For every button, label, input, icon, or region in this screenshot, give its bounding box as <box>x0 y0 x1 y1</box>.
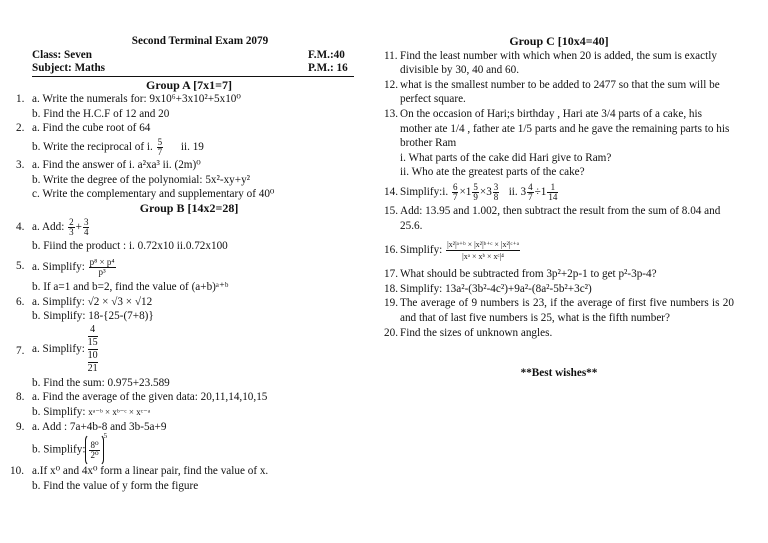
question-number: 16. <box>384 244 398 257</box>
question-16-text: Simplify: <box>400 244 443 257</box>
question-number: 18. <box>384 282 398 295</box>
denominator: 9 <box>473 191 478 202</box>
question-6 <box>10 295 368 324</box>
exponent: 5 <box>103 431 108 440</box>
meta-row-2 <box>32 62 350 75</box>
question-2b-part-ii: ii. 19 <box>180 140 204 153</box>
question-3 <box>10 158 368 202</box>
plus-sign: + <box>75 221 82 234</box>
denominator: p³ <box>98 266 106 277</box>
question-7 <box>10 324 368 391</box>
denominator: 7 <box>528 191 533 202</box>
fraction <box>452 183 459 202</box>
question-13 <box>384 107 734 180</box>
numerator: 8⁰ <box>90 440 99 451</box>
parenthesis <box>85 434 103 466</box>
question-14-text: Simplify:i. <box>400 185 449 198</box>
question-13-text: On the occasion of Hari;s birthday , Hari ate 3/4 parts of a cake, his mother ate 1/4 , father ate 1/5 parts and he gave the remaining parts to his brother Ram <box>400 107 730 150</box>
group-b-heading: Group B [14x2=28] <box>139 200 239 215</box>
question-number: 5. <box>16 259 25 272</box>
numerator: 1 <box>547 183 558 193</box>
question-number: 17. <box>384 268 398 281</box>
question-8 <box>10 390 368 419</box>
fraction <box>157 138 164 157</box>
question-4a <box>32 215 368 239</box>
question-20-text: Find the sizes of unknown angles. <box>400 326 553 339</box>
question-14: 14. Simplify:i. $\frac{6}{7}$ ×1 $\frac{5}{9}$ ×3 $\frac{3}{8}$ ii. 3 $\frac{4}{7}$ ÷1 $\frac{1}{14}$ <box>384 180 734 204</box>
question-11-text: Find the least number with which when 20 is added, the sum is exactly divisible by 30, 40 and 60. <box>400 49 717 77</box>
question-number: 12. <box>384 78 398 91</box>
best-wishes: **Best wishes** <box>520 367 598 380</box>
question-10a: a.If x⁰ and 4x⁰ form a linear pair, find the value of x. <box>32 465 269 478</box>
numerator: 3 <box>493 181 499 192</box>
question-number: 6. <box>16 295 25 308</box>
numerator: 5 <box>473 181 478 192</box>
question-13-ii: ii. Who ate the greatest parts of the cake? <box>400 166 585 179</box>
fraction <box>547 183 558 202</box>
question-number: 1. <box>16 93 25 106</box>
numerator: p⁸ × p⁴ <box>89 256 115 267</box>
meta-row-1 <box>32 49 350 62</box>
question-2b <box>32 136 368 158</box>
question-10 <box>10 464 368 493</box>
group-c-heading: Group C [10x4=40] <box>509 34 609 48</box>
question-6b: b. Simplify: 18-{25-(7+8)} <box>32 310 154 323</box>
question-8b <box>32 405 368 420</box>
fraction <box>472 183 479 202</box>
question-9a: a. Add : 7a+4b-8 and 3b-5a+9 <box>32 420 167 433</box>
question-18-text: Simplify: 13a²-(3b²-4c²)+9a²-(8a²-5b²+3c²) <box>400 282 592 295</box>
question-number: 11. <box>384 49 398 62</box>
question-7b: b. Find the sum: 0.975+23.589 <box>32 376 170 389</box>
question-number: 15. <box>384 204 398 217</box>
question-15 <box>384 204 734 233</box>
question-number: 4. <box>16 221 25 234</box>
question-9b-text: b. Simplify: <box>32 443 86 456</box>
question-8a: a. Find the average of the given data: 20,11,14,10,15 <box>32 391 268 404</box>
fraction <box>68 218 75 237</box>
question-20 <box>384 326 734 341</box>
question-number: 3. <box>16 158 25 171</box>
question-number: 20. <box>384 326 398 339</box>
numerator: 4 <box>528 181 533 192</box>
question-10b: b. Find the value of y form the figure <box>32 479 199 492</box>
question-number: 2. <box>16 122 25 135</box>
fraction <box>527 183 534 202</box>
divider <box>32 76 354 77</box>
question-9b <box>32 431 368 464</box>
question-5a-text: a. Simplify: <box>32 260 85 273</box>
subject-label: Subject: Maths <box>32 61 106 74</box>
numerator: 6 <box>452 181 458 192</box>
question-number: 19. <box>384 297 398 310</box>
question-17 <box>384 267 734 282</box>
exponent-expression: xᵃ⁻ᵇ × xᵇ⁻ᶜ × xᶜ⁻ᵃ <box>88 406 151 417</box>
exam-title: Second Terminal Exam 2079 <box>131 35 269 47</box>
pass-marks: P.M.: 16 <box>308 61 348 74</box>
group-a-heading: Group A [7x1=7] <box>146 77 232 92</box>
question-12 <box>384 78 734 107</box>
question-9 <box>10 420 368 465</box>
denominator: 14 <box>548 191 558 202</box>
denominator: 7 <box>452 191 458 202</box>
question-4a-text: a. Add: <box>32 221 65 234</box>
denominator: |xᵃ × xᵇ × xᶜ|⁴ <box>462 252 504 262</box>
question-2b-text: b. Write the reciprocal of i. <box>32 140 153 153</box>
question-1a: a. Write the numerals for: 9x10⁶+3x10²+5x10⁰ <box>32 93 241 106</box>
fraction <box>446 239 520 262</box>
question-4 <box>10 215 368 254</box>
fraction <box>83 218 90 237</box>
denominator: 7 <box>157 146 163 157</box>
question-14-part-ii: ii. 3 <box>508 185 527 198</box>
question-3b: b. Write the degree of the polynomial: 5x²-xy+y² <box>32 173 251 186</box>
question-number: 9. <box>16 420 25 433</box>
fraction-top: 4 <box>88 324 98 337</box>
full-marks: F.M.:40 <box>308 48 345 61</box>
question-6a: a. Simplify: √2 × √3 × √12 <box>32 295 153 308</box>
question-3c: c. Write the complementary and supplementary of 40⁰ <box>32 188 275 201</box>
question-7a <box>32 324 368 376</box>
question-number: 10. <box>10 465 24 478</box>
question-5a <box>32 254 368 280</box>
complex-fraction <box>88 324 98 375</box>
question-16 <box>384 233 734 267</box>
question-5b: b. If a=1 and b=2, find the value of (a+b)ᵃ⁺ᵇ <box>32 280 229 293</box>
numerator: 3 <box>83 217 89 228</box>
class-label: Class: Seven <box>32 48 92 61</box>
question-15-text: Add: 13.95 and 1.002, then subtract the result from the sum of 8.04 and 25.6. <box>400 204 721 232</box>
fraction <box>89 441 99 460</box>
question-3a: a. Find the answer of i. a²xa³ ii. (2m)⁰ <box>32 158 201 171</box>
question-18 <box>384 282 734 297</box>
numerator: 5 <box>157 136 163 147</box>
question-number: 7. <box>16 344 25 357</box>
fraction-mid-1: 15 <box>87 336 98 348</box>
left-column <box>10 0 368 493</box>
question-number: 13. <box>384 107 398 120</box>
question-2a: a. Find the cube root of 64 <box>32 122 151 135</box>
question-7a-text: a. Simplify: <box>32 342 85 355</box>
question-2 <box>10 121 368 158</box>
question-19 <box>384 296 734 325</box>
fraction <box>493 183 500 202</box>
denominator: 8 <box>493 191 499 202</box>
question-1b: b. Find the H.C.F of 12 and 20 <box>32 107 170 120</box>
question-number: 8. <box>16 391 25 404</box>
denominator: 4 <box>83 227 89 238</box>
question-4b: b. Fiind the product : i. 0.72x10 ii.0.72x100 <box>32 240 228 253</box>
numerator: |x²|ᵃ⁺ᵇ × |x²|ᵇ⁺ᶜ × |x²|ᶜ⁺ᵃ <box>447 240 519 250</box>
question-12-text: what is the smallest number to be added to 2477 so that the sum will be perfect square. <box>400 78 720 106</box>
fraction <box>89 258 116 277</box>
question-13-i: i. What parts of the cake did Hari give to Ram? <box>400 151 612 164</box>
denominator: 2⁰ <box>90 450 99 461</box>
right-column <box>384 0 734 381</box>
question-5 <box>10 254 368 295</box>
numerator: 2 <box>69 217 74 228</box>
fraction-bottom: 21 <box>87 362 98 374</box>
question-11 <box>384 49 734 78</box>
fraction-mid-2: 10 <box>87 349 98 361</box>
question-8b-text: b. Simplify: <box>32 405 86 418</box>
question-1 <box>10 92 368 121</box>
question-17-text: What should be subtracted from 3p²+2p-1 to get p²-3p-4? <box>400 268 657 281</box>
denominator: 3 <box>69 227 74 238</box>
question-number: 14. <box>384 185 398 198</box>
question-19-text: The average of 9 numbers is 23, if the average of first five numbers is 20 and that of last five numbers is 25, what is the fifth number? <box>400 297 734 324</box>
